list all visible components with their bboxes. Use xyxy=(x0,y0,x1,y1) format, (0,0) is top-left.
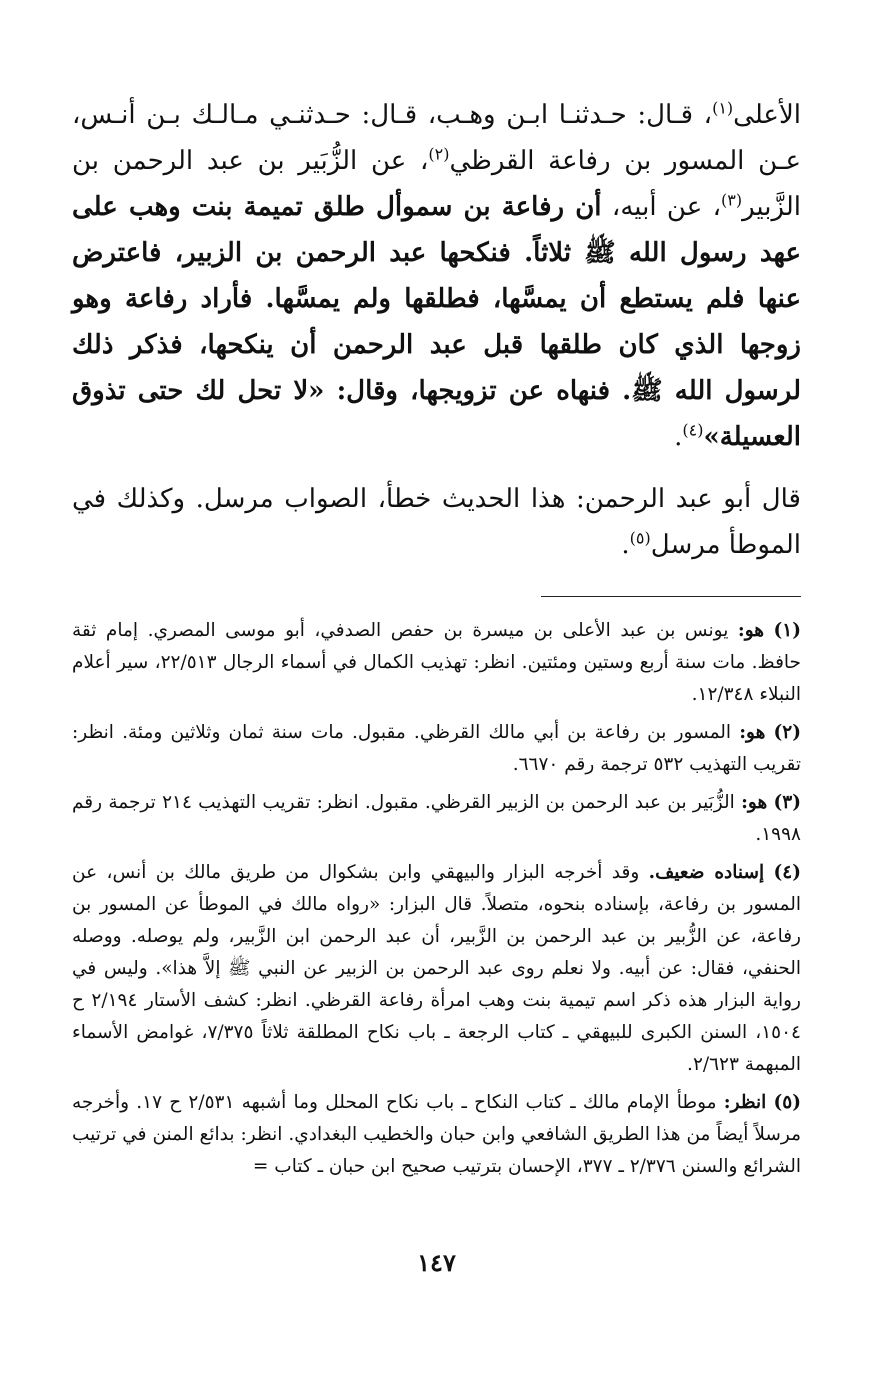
footnote-number: (٢) xyxy=(773,722,801,743)
text-run: . xyxy=(674,422,683,452)
author-comment-paragraph xyxy=(72,476,801,568)
footnote-label: هو: xyxy=(737,620,765,641)
footnote-item xyxy=(72,1087,801,1183)
footnote-item xyxy=(72,787,801,851)
hadith-paragraph xyxy=(72,92,801,460)
footnote-ref[interactable]: (٤) xyxy=(682,420,704,440)
main-text xyxy=(72,92,801,568)
text-run: ، عن الزُّبَير بن عبد الرحمن بن الزَّبير xyxy=(72,146,801,222)
footnote-text: المسور بن رفاعة بن أبي مالك القرظي. مقبول. مات سنة ثمان وثلاثين ومئة. انظر: تقريب التهذيب ٥٣٢ ترجمة رقم ٦٦٧٠. xyxy=(72,722,801,775)
footnote-number: (٣) xyxy=(773,792,801,813)
footnote-divider xyxy=(541,596,801,597)
text-run: . xyxy=(621,530,630,560)
footnote-label: إسناده ضعيف. xyxy=(648,862,765,883)
footnote-number: (١) xyxy=(773,620,801,641)
footnote-item xyxy=(72,615,801,711)
footnote-ref[interactable]: (١) xyxy=(712,98,734,118)
footnote-ref[interactable]: (٢) xyxy=(428,144,450,164)
footnote-text: يونس بن عبد الأعلى بن ميسرة بن حفص الصدفي، أبو موسى المصري. إمام ثقة حافظ. مات سنة أربع وستين ومئتين. انظر: تهذيب الكمال في أسماء الرجال ٢٢/٥١٣، سير أعلام النبلاء ١٢/٣٤٨. xyxy=(72,620,801,705)
page-number: ١٤٧ xyxy=(417,1248,456,1277)
footnote-label: هو: xyxy=(741,792,768,813)
footnote-label: هو: xyxy=(739,722,766,743)
text-run: ، عن أبيه، xyxy=(611,192,721,222)
footnote-text: الزُّبَير بن عبد الرحمن بن الزبير القرظي. مقبول. انظر: تقريب التهذيب ٢١٤ ترجمة رقم ١٩٩٨. xyxy=(72,792,801,845)
hadith-matn: أن رفاعة بن سموأل طلق تميمة بنت وهب على عهد رسول الله ﷺ ثلاثاً. فنكحها عبد الرحمن بن الزبير، فاعترض عنها فلم يستطع أن يمسَّها، فطلقها ولم يمسَّها. فأراد رفاعة وهو زوجها الذي كان طلقها قبل عبد الرحمن أن ينكحها، فذكر ذلك لرسول الله ﷺ. فنهاه عن تزويجها، وقال: «لا تحل لك حتى تذوق العسيلة» xyxy=(72,192,801,452)
footnote-item xyxy=(72,717,801,781)
footnote-ref[interactable]: (٣) xyxy=(720,190,743,210)
text-run: قال أبو عبد الرحمن: هذا الحديث خطأ، الصواب مرسل. وكذلك في الموطأ مرسل xyxy=(72,484,801,560)
footnote-text: وقد أخرجه البزار والبيهقي وابن بشكوال من طريق مالك بن أنس، عن المسور بن رفاعة، بإسناده بنحوه، متصلاً. قال البزار: «رواه مالك في الموطأ عن المسور بن رفاعة، عن الزُّبير بن عبد الرحمن بن الزَّبير، أن عبد الرحمن ابن الزَّبير، ولم يوصله. ووصله الحنفي، فقال: عن أبيه. ولا نعلم روى عبد الرحمن بن الزبير عن النبي ﷺ إلاَّ هذا». وليس في رواية البزار هذه ذكر اسم تيمية بنت وهب امرأة رفاعة القرظي. انظر: كشف الأستار ٢/١٩٤ ح ١٥٠٤، السنن الكبرى للبيهقي ـ كتاب الرجعة ـ باب نكاح المطلقة ثلاثاً ٧/٣٧٥، غوامض الأسماء المبهمة ٢/٦٢٣. xyxy=(72,862,801,1075)
footnotes xyxy=(72,615,801,1183)
footnote-label: انظر: xyxy=(723,1092,767,1113)
footnote-item xyxy=(72,857,801,1081)
text-run: ، قـال: حـدثنـا ابـن وهـب، قـال: حـدثنـي مـالـك بـن أنـس، عـن المسور بن رفاعة القرظي xyxy=(72,100,801,176)
footnote-number: (٥) xyxy=(773,1092,801,1113)
footnote-number: (٤) xyxy=(773,862,801,883)
footnote-text: موطأ الإمام مالك ـ كتاب النكاح ـ باب نكاح المحلل وما أشبهه ٢/٥٣١ ح ١٧. وأخرجه مرسلاً أيضاً من هذا الطريق الشافعي وابن حبان والخطيب البغدادي. انظر: بدائع المنن في ترتيب الشرائع والسنن ٢/٣٧٦ ـ ٣٧٧، الإحسان بترتيب صحيح ابن حبان ـ كتاب = xyxy=(72,1092,801,1177)
text-run: الأعلى xyxy=(733,100,801,130)
footnote-ref[interactable]: (٥) xyxy=(629,528,651,548)
